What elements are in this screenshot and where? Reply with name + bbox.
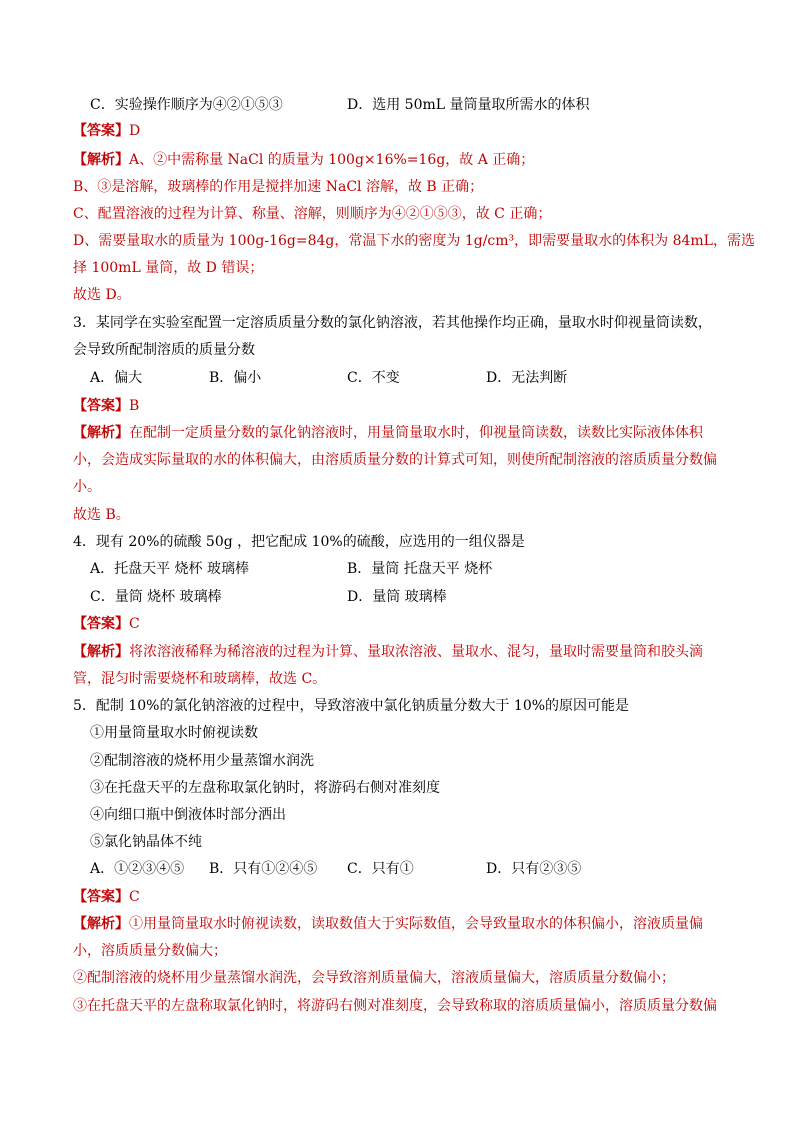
q5-analysis-line: 小，溶质质量分数偏大； (73, 943, 227, 959)
q3-answer: 【答案】B (73, 398, 140, 414)
q2-analysis-line: C、配置溶液的过程为计算、称量、溶解，则顺序为④②①⑤③，故 C 正确； (73, 206, 552, 222)
q4-option-b: B．量筒 托盘天平 烧杯 (347, 561, 493, 577)
q5-stem: 5．配制 10%的氯化钠溶液的过程中，导致溶液中氯化钠质量分数大于 10%的原因可能是 (73, 698, 630, 714)
q5-statement: ⑤氯化钠晶体不纯 (90, 834, 202, 850)
q3-analysis-line: 【解析】在配制一定质量分数的氯化钠溶液时，用量筒量取水时，仰视量筒读数，读数比实际液体体积 (73, 425, 703, 441)
q5-option-d: D．只有②③⑤ (486, 861, 582, 877)
q3-analysis-line: 小，会造成实际量取的水的体积偏大，由溶质质量分数的计算式可知，则使所配制溶液的溶质质量分数偏 (73, 452, 717, 468)
answer-tag: 【答案】 (73, 123, 129, 139)
q3-analysis-line: 故选 B。 (73, 507, 130, 523)
q3-option-c: C．不变 (347, 370, 400, 386)
q2-analysis-line: 故选 D。 (73, 287, 131, 303)
q5-option-b: B．只有①②④⑤ (209, 861, 318, 877)
answer-value: D (129, 123, 141, 139)
q5-option-a: A．①②③④⑤ (90, 861, 185, 877)
q3-stem: 3．某同学在实验室配置一定溶质质量分数的氯化钠溶液，若其他操作均正确，量取水时仰视量筒读数， (73, 315, 712, 331)
q2-answer (73, 121, 140, 141)
q4-stem: 4．现有 20%的硫酸 50g ，把它配成 10%的硫酸，应选用的一组仪器是 (73, 534, 525, 550)
q3-option-b: B．偏小 (209, 370, 262, 386)
q2-option-c: C．实验操作顺序为④②①⑤③ (90, 97, 283, 113)
analysis-tag: 【解析】 (73, 152, 129, 168)
q4-answer: 【答案】C (73, 616, 140, 632)
q4-option-d: D．量筒 玻璃棒 (347, 589, 447, 605)
q2-analysis-line: B、③是溶解，玻璃棒的作用是搅拌加速 NaCl 溶解，故 B 正确； (73, 179, 484, 195)
q3-option-d: D．无法判断 (486, 370, 568, 386)
q2-analysis-line: D、需要量取水的质量为 100g-16g=84g，常温下水的密度为 1g/cm³，即需要量取水的体积为 84mL，需选 (73, 233, 755, 249)
q5-statement: ③在托盘天平的左盘称取氯化钠时，将游码右侧对准刻度 (90, 780, 440, 796)
q2-option-d: D．选用 50mL 量筒量取所需水的体积 (347, 97, 590, 113)
q5-analysis-line: ③在托盘天平的左盘称取氯化钠时，将游码右侧对准刻度，会导致称取的溶质质量偏小，溶质质量分数偏 (73, 998, 717, 1014)
q5-option-c: C．只有① (347, 861, 414, 877)
q5-analysis-line: ②配制溶液的烧杯用少量蒸馏水润洗，会导致溶剂质量偏大，溶液质量偏大，溶质质量分数偏小； (73, 970, 675, 986)
q3-analysis-line: 小。 (73, 479, 101, 495)
q3-option-a: A．偏大 (90, 370, 143, 386)
q5-answer: 【答案】C (73, 889, 140, 905)
q4-analysis-line: 管，混匀时需要烧杯和玻璃棒，故选 C。 (73, 671, 327, 687)
q5-statement: ②配制溶液的烧杯用少量蒸馏水润洗 (90, 753, 314, 769)
q3-stem: 会导致所配制溶质的质量分数 (73, 342, 255, 358)
q4-analysis-line: 【解析】将浓溶液稀释为稀溶液的过程为计算、量取浓溶液、量取水、混匀，量取时需要量筒和胶头滴 (73, 644, 703, 660)
q5-analysis-line: 【解析】①用量筒量取水时俯视读数，读取数值大于实际数值，会导致量取水的体积偏小，溶液质量偏 (73, 916, 703, 932)
q2-analysis-line: 【解析】A、②中需称量 NaCl 的质量为 100g×16%=16g，故 A 正确； (73, 152, 535, 168)
q5-statement: ①用量筒量取水时俯视读数 (90, 725, 258, 741)
q4-option-a: A．托盘天平 烧杯 玻璃棒 (90, 561, 250, 577)
q5-statement: ④向细口瓶中倒液体时部分洒出 (90, 807, 286, 823)
q2-analysis-line: 择 100mL 量筒，故 D 错误； (73, 260, 264, 276)
q4-option-c: C．量筒 烧杯 玻璃棒 (90, 589, 222, 605)
